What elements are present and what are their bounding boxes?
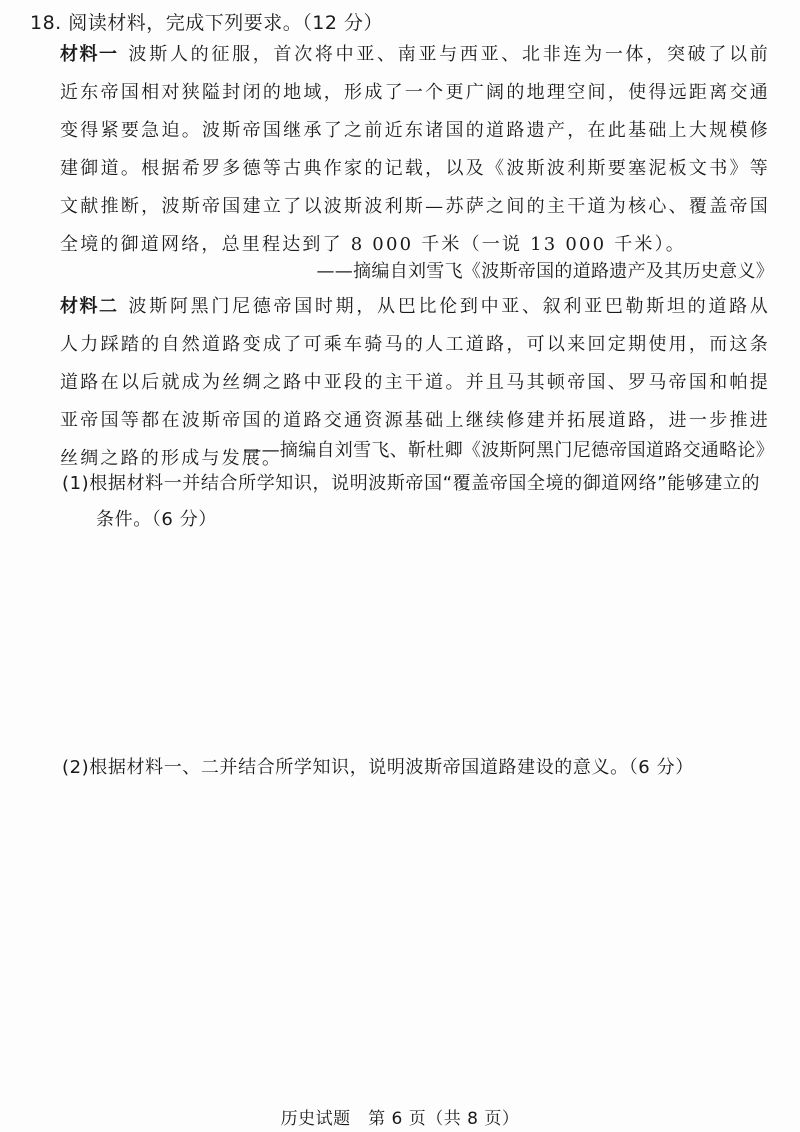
sub-question-1 [62,466,782,538]
sub-question-1-line1: (1)根据材料一并结合所学知识，说明波斯帝国“覆盖帝国全境的御道网络”能够建立的 [62,473,761,494]
material-one [60,36,770,264]
question-title: 18. 阅读材料，完成下列要求。（12 分） [30,12,383,34]
sub-question-2: (2)根据材料一、二并结合所学知识，说明波斯帝国道路建设的意义。（6 分） [62,757,694,778]
material-two-text: 波斯阿黑门尼德帝国时期，从巴比伦到中亚、叙利亚巴勒斯坦的道路从人力踩踏的自然道路变成了可乘车骑马的人工道路，可以来回定期使用，而这条道路在以后就成为丝绸之路中亚段的主干道。并且马其顿帝国、罗马帝国和帕提亚帝国等都在波斯帝国的道路交通资源基础上继续修建并拓展道路，进一步推进丝绸之路的形成与发展。 [60,296,770,469]
material-one-text: 波斯人的征服，首次将中亚、南亚与西亚、北非连为一体，突破了以前近东帝国相对狭隘封闭的地域，形成了一个更广阔的地理空间，使得远距离交通变得紧要急迫。波斯帝国继承了之前近东诸国的道路遗产，在此基础上大规模修建御道。根据希罗多德等古典作家的记载，以及《波斯波利斯要塞泥板文书》等文献推断，波斯帝国建立了以波斯波利斯—苏萨之间的主干道为核心、覆盖帝国全境的御道网络，总里程达到了 8 000 千米（一说 13 000 千米）。 [60,44,770,255]
sub-question-1-line2: 条件。（6 分） [96,509,217,530]
answer-area-1[interactable] [60,540,760,740]
answer-area-2[interactable] [60,790,760,1090]
material-one-label: 材料一 [60,44,119,65]
material-two-source: ——摘编自刘雪飞、靳杜卿《波斯阿黑门尼德帝国道路交通略论》 [243,440,774,461]
page-footer: 历史试题 第 6 页（共 8 页） [280,1109,520,1129]
material-two-label: 材料二 [60,296,119,317]
material-one-source: ——摘编自刘雪飞《波斯帝国的道路遗产及其历史意义》 [316,261,774,282]
